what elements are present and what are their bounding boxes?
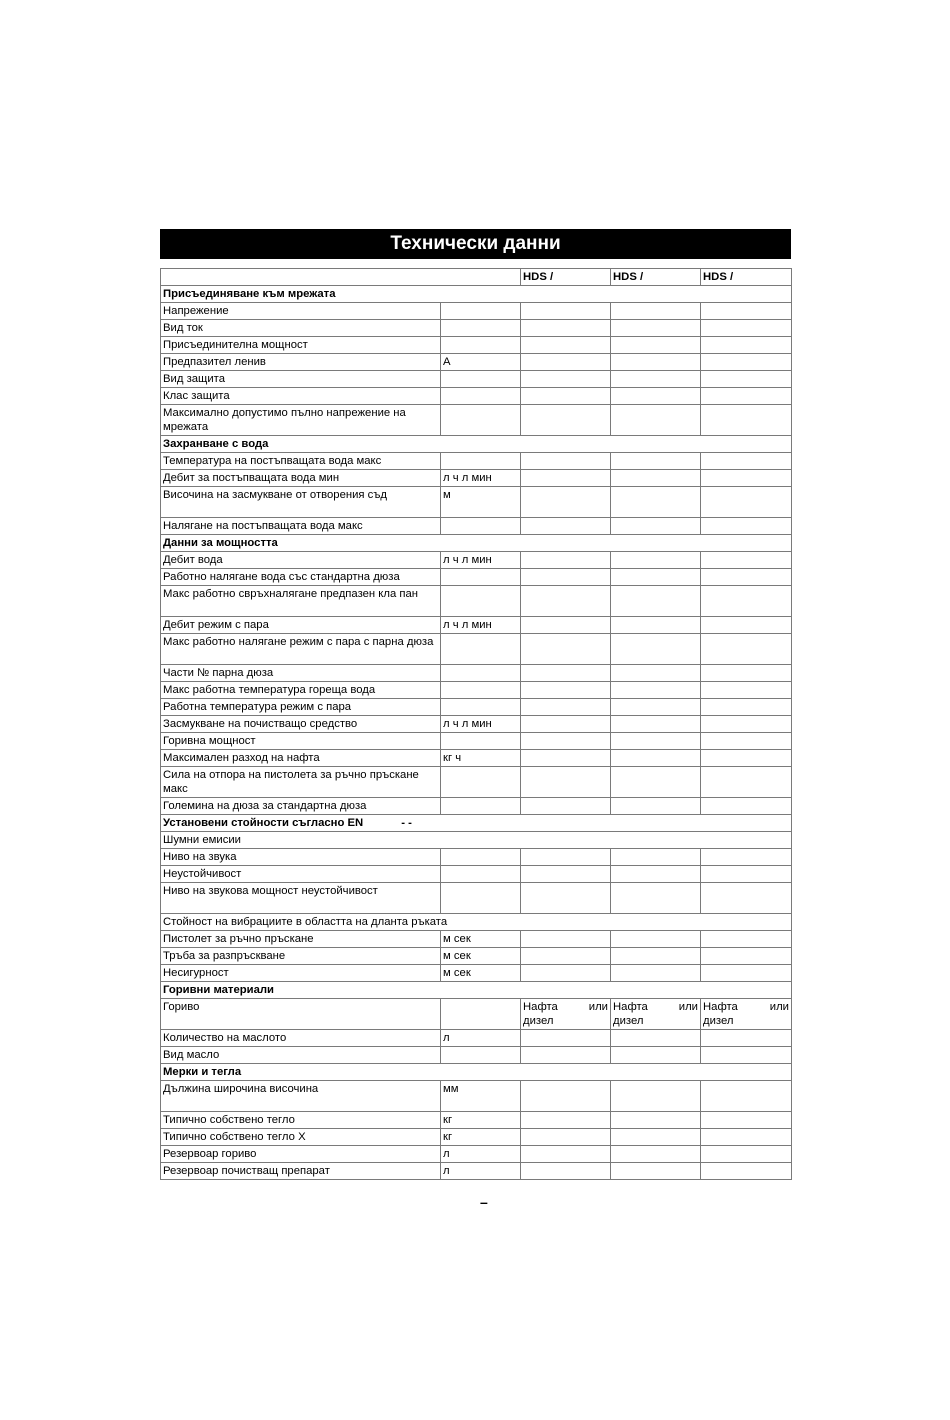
value-cell: [701, 569, 792, 586]
value-cell: [521, 750, 611, 767]
row-label: Гориво: [161, 999, 441, 1030]
value-cell: [521, 470, 611, 487]
value-cell: [611, 634, 701, 665]
value-cell: [701, 798, 792, 815]
row-label: Максимален разход на нафта: [161, 750, 441, 767]
value-cell: [611, 518, 701, 535]
value-cell: [611, 931, 701, 948]
row-unit: [441, 665, 521, 682]
row-label: Налягане на постъпващата вода макс: [161, 518, 441, 535]
table-row: [161, 470, 792, 487]
value-cell: [611, 320, 701, 337]
value-cell: [611, 965, 701, 982]
row-label: Дължина широчина височина: [161, 1081, 441, 1112]
table-row: [161, 1112, 792, 1129]
row-label: Пистолет за ръчно пръскане: [161, 931, 441, 948]
table-row: [161, 1081, 792, 1112]
section-row: [161, 286, 792, 303]
value-cell: [701, 665, 792, 682]
value-cell: [611, 470, 701, 487]
row-label: Вид масло: [161, 1047, 441, 1064]
value-cell: [611, 1163, 701, 1180]
model-header: HDS /: [611, 269, 701, 286]
section-heading: Данни за мощността: [161, 535, 792, 552]
row-label: Височина на засмукване от отворения съд: [161, 487, 441, 518]
table-row: [161, 337, 792, 354]
value-cell: [521, 518, 611, 535]
section-heading-suffix: - -: [401, 817, 412, 829]
row-unit: [441, 699, 521, 716]
table-row: [161, 634, 792, 665]
table-row: [161, 665, 792, 682]
row-label: Вид защита: [161, 371, 441, 388]
row-unit: л ч л мин: [441, 470, 521, 487]
section-heading: Присъединяване към мрежата: [161, 286, 792, 303]
subheading-row: [161, 832, 792, 849]
value-cell: [521, 617, 611, 634]
row-unit: [441, 999, 521, 1030]
value-cell: [521, 388, 611, 405]
value-cell: [611, 354, 701, 371]
table-row: [161, 354, 792, 371]
table-row: [161, 1129, 792, 1146]
value-cell: [611, 337, 701, 354]
value-cell: [701, 1129, 792, 1146]
value-cell: [521, 405, 611, 436]
page-number: –: [480, 1194, 488, 1210]
row-unit: [441, 453, 521, 470]
fuel-value-cell: [701, 999, 792, 1030]
value-cell: [611, 552, 701, 569]
value-cell: [521, 1163, 611, 1180]
value-cell: [521, 965, 611, 982]
table-row: [161, 388, 792, 405]
section-heading: Мерки и тегла: [161, 1064, 792, 1081]
fuel-or: или: [678, 1001, 698, 1013]
row-label: Предпазител ленив: [161, 354, 441, 371]
table-row: [161, 617, 792, 634]
row-label: Резервоар почистващ препарат: [161, 1163, 441, 1180]
page-title: Технически данни: [160, 229, 791, 259]
row-label: Количество на маслото: [161, 1030, 441, 1047]
table-row: [161, 999, 792, 1030]
row-unit: [441, 682, 521, 699]
value-cell: [611, 750, 701, 767]
table-row: [161, 1146, 792, 1163]
section-heading: [161, 815, 792, 832]
table-row: [161, 1047, 792, 1064]
row-label: Макс работно налягане режим с пара с парна дюза: [161, 634, 441, 665]
row-label: Неустойчивост: [161, 866, 441, 883]
value-cell: [611, 388, 701, 405]
row-label: Части № парна дюза: [161, 665, 441, 682]
row-unit: [441, 371, 521, 388]
value-cell: [521, 303, 611, 320]
row-unit: [441, 586, 521, 617]
value-cell: [701, 1047, 792, 1064]
row-unit: кг ч: [441, 750, 521, 767]
row-label: Температура на постъпващата вода макс: [161, 453, 441, 470]
value-cell: [701, 320, 792, 337]
section-row: [161, 815, 792, 832]
value-cell: [701, 931, 792, 948]
table-row: [161, 569, 792, 586]
row-unit: [441, 883, 521, 914]
value-cell: [521, 682, 611, 699]
row-label: Вид ток: [161, 320, 441, 337]
value-cell: [701, 470, 792, 487]
row-unit: л: [441, 1146, 521, 1163]
row-unit: [441, 405, 521, 436]
fuel-value-cell: [521, 999, 611, 1030]
value-cell: [611, 303, 701, 320]
row-unit: м сек: [441, 965, 521, 982]
value-cell: [701, 303, 792, 320]
fuel-or: или: [769, 1001, 789, 1013]
value-cell: [611, 682, 701, 699]
value-cell: [701, 750, 792, 767]
value-cell: [701, 617, 792, 634]
row-unit: л ч л мин: [441, 617, 521, 634]
table-row: [161, 552, 792, 569]
value-cell: [521, 1030, 611, 1047]
table-row: [161, 1163, 792, 1180]
row-label: Максимално допустимо пълно напрежение на мрежата: [161, 405, 441, 436]
fuel-value-alt: дизел: [523, 1015, 554, 1027]
value-cell: [701, 453, 792, 470]
row-label: Дебит режим с пара: [161, 617, 441, 634]
fuel-value-alt: дизел: [703, 1015, 734, 1027]
row-unit: кг: [441, 1129, 521, 1146]
row-unit: л ч л мин: [441, 716, 521, 733]
table-row: [161, 883, 792, 914]
row-unit: кг: [441, 1112, 521, 1129]
row-unit: л ч л мин: [441, 552, 521, 569]
table-row: [161, 767, 792, 798]
value-cell: [611, 665, 701, 682]
value-cell: [701, 405, 792, 436]
row-label: Дебит вода: [161, 552, 441, 569]
value-cell: [611, 767, 701, 798]
value-cell: [521, 849, 611, 866]
subheading: Стойност на вибрациите в областта на дланта ръката: [161, 914, 792, 931]
row-label: Несигурност: [161, 965, 441, 982]
value-cell: [701, 1163, 792, 1180]
row-unit: [441, 320, 521, 337]
table-row: [161, 371, 792, 388]
section-row: [161, 1064, 792, 1081]
row-unit: [441, 866, 521, 883]
table-row: [161, 320, 792, 337]
row-unit: A: [441, 354, 521, 371]
row-unit: м сек: [441, 931, 521, 948]
value-cell: [611, 453, 701, 470]
value-cell: [611, 487, 701, 518]
value-cell: [611, 405, 701, 436]
row-unit: [441, 303, 521, 320]
row-label: Работно налягане вода със стандартна дюза: [161, 569, 441, 586]
section-row: [161, 535, 792, 552]
value-cell: [521, 931, 611, 948]
table-row: [161, 716, 792, 733]
table-row: [161, 798, 792, 815]
value-cell: [701, 965, 792, 982]
value-cell: [701, 518, 792, 535]
row-unit: [441, 518, 521, 535]
value-cell: [701, 716, 792, 733]
section-row: [161, 982, 792, 999]
value-cell: [611, 1129, 701, 1146]
value-cell: [701, 634, 792, 665]
value-cell: [521, 354, 611, 371]
value-cell: [611, 699, 701, 716]
value-cell: [521, 798, 611, 815]
table-row: [161, 866, 792, 883]
value-cell: [521, 948, 611, 965]
fuel-value: Нафта: [613, 1001, 648, 1013]
value-cell: [701, 552, 792, 569]
value-cell: [701, 371, 792, 388]
section-heading: Захранване с вода: [161, 436, 792, 453]
value-cell: [701, 699, 792, 716]
row-unit: м сек: [441, 948, 521, 965]
table-row: [161, 682, 792, 699]
value-cell: [701, 883, 792, 914]
model-header: HDS /: [521, 269, 611, 286]
value-cell: [521, 586, 611, 617]
fuel-value: Нафта: [523, 1001, 558, 1013]
row-unit: [441, 849, 521, 866]
row-label: Макс работно свръхналягане предпазен кла пан: [161, 586, 441, 617]
model-header: HDS /: [701, 269, 792, 286]
table-row: [161, 750, 792, 767]
row-unit: [441, 733, 521, 750]
value-cell: [521, 866, 611, 883]
value-cell: [521, 716, 611, 733]
row-unit: [441, 337, 521, 354]
value-cell: [701, 1112, 792, 1129]
row-label: Ниво на звукова мощност неустойчивост: [161, 883, 441, 914]
value-cell: [521, 552, 611, 569]
value-cell: [611, 1112, 701, 1129]
value-cell: [611, 716, 701, 733]
row-label: Ниво на звука: [161, 849, 441, 866]
subheading: Шумни емисии: [161, 832, 792, 849]
row-label: Присъединителна мощност: [161, 337, 441, 354]
row-label: Работна температура режим с пара: [161, 699, 441, 716]
table-row: [161, 586, 792, 617]
fuel-or: или: [588, 1001, 608, 1013]
table-row: [161, 733, 792, 750]
row-label: Типично собствено тегло X: [161, 1129, 441, 1146]
row-label: Големина на дюза за стандартна дюза: [161, 798, 441, 815]
value-cell: [611, 948, 701, 965]
value-cell: [521, 337, 611, 354]
value-cell: [611, 371, 701, 388]
section-row: [161, 436, 792, 453]
row-unit: [441, 569, 521, 586]
row-label: Дебит за постъпващата вода мин: [161, 470, 441, 487]
row-label: Напрежение: [161, 303, 441, 320]
value-cell: [701, 388, 792, 405]
row-unit: [441, 1047, 521, 1064]
row-unit: мм: [441, 1081, 521, 1112]
value-cell: [521, 1146, 611, 1163]
table-row: [161, 931, 792, 948]
row-unit: [441, 388, 521, 405]
value-cell: [611, 1146, 701, 1163]
fuel-value-alt: дизел: [613, 1015, 644, 1027]
value-cell: [701, 1030, 792, 1047]
value-cell: [521, 1047, 611, 1064]
header-row: [161, 269, 792, 286]
row-unit: м: [441, 487, 521, 518]
value-cell: [701, 586, 792, 617]
section-heading-label: Установени стойности съгласно EN: [163, 817, 364, 829]
value-cell: [701, 487, 792, 518]
value-cell: [701, 849, 792, 866]
table-row: [161, 487, 792, 518]
value-cell: [701, 866, 792, 883]
value-cell: [611, 1030, 701, 1047]
row-unit: [441, 767, 521, 798]
value-cell: [521, 1112, 611, 1129]
table-row: [161, 453, 792, 470]
table-row: [161, 948, 792, 965]
fuel-value: Нафта: [703, 1001, 738, 1013]
value-cell: [611, 883, 701, 914]
table-row: [161, 849, 792, 866]
value-cell: [521, 665, 611, 682]
value-cell: [521, 634, 611, 665]
fuel-value-cell: [611, 999, 701, 1030]
value-cell: [701, 337, 792, 354]
header-blank-cell: [161, 269, 521, 286]
value-cell: [611, 586, 701, 617]
row-unit: [441, 798, 521, 815]
value-cell: [521, 453, 611, 470]
value-cell: [701, 1081, 792, 1112]
value-cell: [521, 883, 611, 914]
value-cell: [701, 733, 792, 750]
table-row: [161, 518, 792, 535]
row-label: Горивна мощност: [161, 733, 441, 750]
value-cell: [521, 320, 611, 337]
row-unit: л: [441, 1030, 521, 1047]
row-unit: л: [441, 1163, 521, 1180]
table-row: [161, 303, 792, 320]
table-row: [161, 699, 792, 716]
row-unit: [441, 634, 521, 665]
value-cell: [521, 487, 611, 518]
value-cell: [521, 733, 611, 750]
value-cell: [701, 354, 792, 371]
value-cell: [611, 866, 701, 883]
subheading-row: [161, 914, 792, 931]
row-label: Клас защита: [161, 388, 441, 405]
value-cell: [611, 849, 701, 866]
value-cell: [611, 1081, 701, 1112]
value-cell: [521, 699, 611, 716]
row-label: Макс работна температура гореща вода: [161, 682, 441, 699]
value-cell: [701, 767, 792, 798]
technical-data-table: [160, 268, 792, 1180]
row-label: Сила на отпора на пистолета за ръчно пръскане макс: [161, 767, 441, 798]
table-row: [161, 965, 792, 982]
value-cell: [701, 682, 792, 699]
table-row: [161, 405, 792, 436]
value-cell: [521, 1129, 611, 1146]
value-cell: [611, 798, 701, 815]
row-label: Засмукване на почистващо средство: [161, 716, 441, 733]
value-cell: [521, 371, 611, 388]
value-cell: [521, 1081, 611, 1112]
value-cell: [701, 948, 792, 965]
value-cell: [521, 767, 611, 798]
value-cell: [521, 569, 611, 586]
table-row: [161, 1030, 792, 1047]
value-cell: [611, 569, 701, 586]
section-heading: Горивни материали: [161, 982, 792, 999]
value-cell: [611, 1047, 701, 1064]
row-label: Тръба за разпръскване: [161, 948, 441, 965]
value-cell: [611, 617, 701, 634]
value-cell: [611, 733, 701, 750]
row-label: Резервоар гориво: [161, 1146, 441, 1163]
value-cell: [701, 1146, 792, 1163]
row-label: Типично собствено тегло: [161, 1112, 441, 1129]
